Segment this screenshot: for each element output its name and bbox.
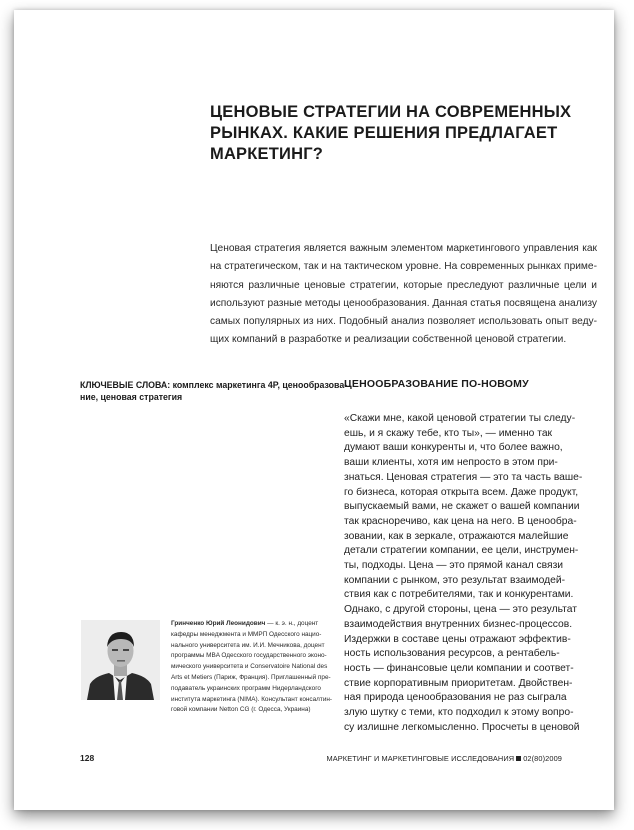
title-line: РЫНКАХ. КАКИЕ РЕШЕНИЯ ПРЕДЛАГАЕТ [210, 124, 558, 142]
body-line: ешь, и я скажу тебе, кто ты», — именно так [344, 427, 553, 439]
body-line: ность использования ресурсов, а рентабель- [344, 648, 560, 660]
keywords-line: КЛЮЧЕВЫЕ СЛОВА: комплекс маркетинга 4P, ценообразова- [80, 380, 348, 390]
body-line: «Скажи мне, какой ценовой стратегии ты следу- [344, 413, 576, 424]
body-line: Издержки в составе цены отражают эффектив- [344, 633, 571, 645]
body-line: ная природа ценообразования не раз сыграла [344, 692, 567, 704]
body-line: выпускаемый вами, не скажет о вашей компании [344, 501, 580, 513]
abstract-line: щих компаний в разработке и реализации собственной ценовой стратегии. [210, 334, 567, 346]
article-abstract [210, 240, 597, 350]
body-line: взаимодействия внутренних бизнес-процессов. [344, 618, 573, 630]
title-line: ЦЕНОВЫЕ СТРАТЕГИИ НА СОВРЕМЕННЫХ [210, 103, 572, 121]
bio-line: говой компании Netton CG (г. Одесса, Украина) [171, 706, 311, 714]
bio-line: Arts et Metiers (Париж, Франция). Приглашенный пре- [171, 673, 331, 681]
body-line: су излишне легкомысленно. Просчеты в ценовой [344, 721, 580, 733]
article-body [344, 412, 597, 735]
abstract-line: на стратегическом, так и на тактическом уровне. На современных рынках приме- [210, 261, 597, 273]
author-portrait-image [81, 620, 160, 700]
keywords [80, 380, 348, 403]
title-line: МАРКЕТИНГ? [210, 145, 324, 163]
body-line: злую шутку с теми, кто подходил к этому вопро- [344, 707, 574, 719]
body-line: ность — финансовые цели компании и соответ- [344, 662, 574, 674]
bio-line: мического университета и Conservatoire National des [171, 663, 328, 671]
body-line: детали стратегии компании, ее цели, инструмен- [344, 545, 579, 557]
bio-line: программы MBA Одесского государственного эконо- [171, 652, 327, 660]
bio-line: института маркетинга (NIMA). Консультант консалтин- [171, 695, 333, 703]
square-bullet-icon [516, 756, 521, 761]
body-line: думают ваши конкуренты и, что более важно, [344, 442, 563, 454]
journal-footer [326, 754, 562, 763]
abstract-line: самых популярных из них. Подобный анализ позволяет использовать опыт веду- [210, 316, 597, 328]
abstract-line: няются различные ценовые стратегии, которые преследуют различные цели и [210, 279, 597, 291]
author-bio [171, 619, 333, 716]
journal-name: МАРКЕТИНГ И МАРКЕТИНГОВЫЕ ИССЛЕДОВАНИЯ [326, 754, 515, 763]
bio-line: нального университета им. И.И. Мечникова, доцент [171, 641, 325, 649]
body-line: ствия как с потребителями, так и конкурентами. [344, 589, 574, 601]
body-line: зовании, как в зеркале, отражаются малейшие [344, 530, 569, 542]
keywords-line: ние, ценовая стратегия [80, 391, 183, 402]
bio-line-first [171, 619, 321, 630]
body-line: ствие корпоративным приоритетам. Двойствен- [344, 677, 573, 689]
bio-line: кафедры менеджмента и ММРП Одесского нацио- [171, 630, 322, 638]
abstract-line: используют разные методы ценообразования. Данная статья посвящена анализу [210, 297, 598, 309]
body-line: ваши клиенты, хотя им непросто в этом при- [344, 457, 558, 469]
section-heading: ЦЕНООБРАЗОВАНИЕ ПО-НОВОМУ [344, 378, 529, 390]
body-line: знаться. Ценовая стратегия — это та часть ваше- [344, 471, 583, 483]
body-line: Однако, с другой стороны, цена — это результат [344, 604, 577, 616]
body-line: компании с рынком, это результат взаимодей- [344, 574, 566, 586]
magazine-page [14, 10, 614, 810]
bio-line: — к. э. н., доцент [265, 620, 319, 627]
article-title [210, 102, 572, 165]
page-number: 128 [80, 753, 95, 763]
author-photo [81, 620, 160, 700]
bio-line: подаватель украинских программ Нидерландского [171, 684, 321, 692]
body-line: так красноречиво, как цена на него. В ценообра- [344, 515, 577, 527]
issue-number: 02(80)2009 [523, 754, 562, 763]
abstract-line: Ценовая стратегия является важным элементом маркетингового управления как [210, 243, 597, 254]
body-line: ты, подходы. Цена — это прямой канал связи [344, 560, 564, 572]
body-line: го бизнеса, которая открыта всем. Даже продукт, [344, 486, 579, 498]
author-name: Гринченко Юрий Леонидович [171, 620, 266, 627]
